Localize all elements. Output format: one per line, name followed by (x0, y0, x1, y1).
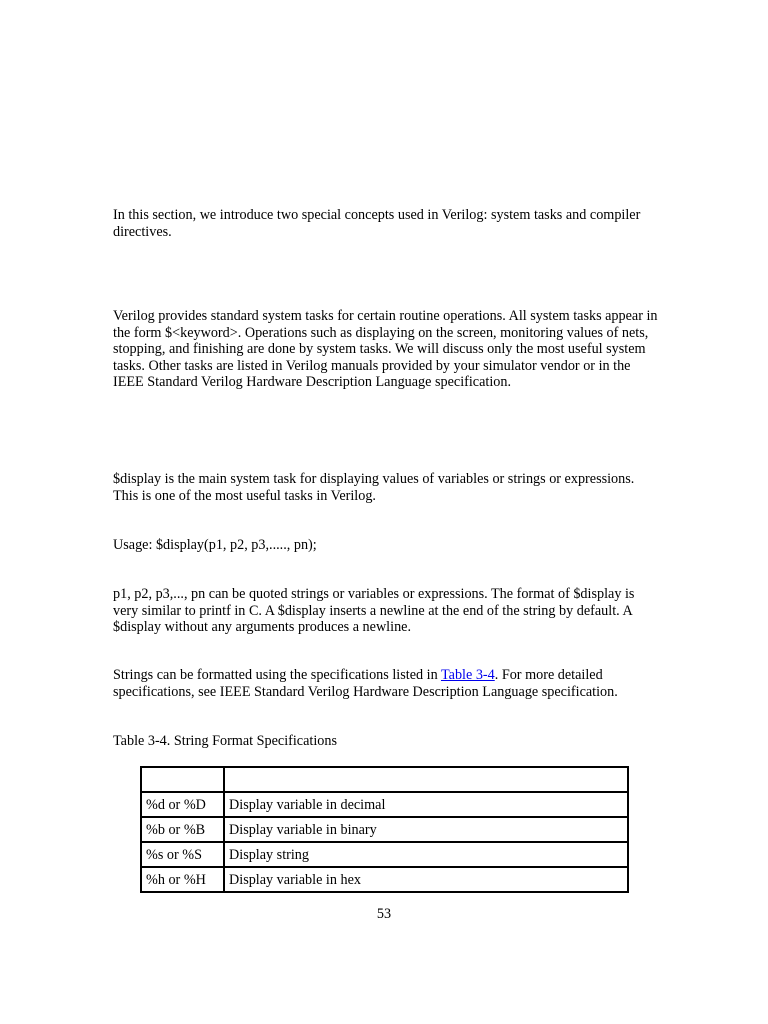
table-header-row (141, 767, 628, 792)
table-row (141, 842, 628, 867)
format-cell: %s or %S (141, 842, 224, 867)
display-task-paragraph: $display is the main system task for displaying values of variables or strings or expressions. This is one of the most useful tasks in Verilog. (113, 471, 635, 504)
table-3-4-link[interactable]: Table 3-4 (440, 667, 495, 683)
table-caption: Table 3-4. String Format Specifications (113, 733, 337, 749)
display-cell: Display variable in hex (224, 867, 628, 892)
system-tasks-paragraph: Verilog provides standard system tasks for certain routine operations. All system tasks appear in the form $<keyword>. Operations such as displaying on the screen, monitoring values of nets, stopping, and finishing are done by system tasks. We will discuss only the most useful system tasks. Other tasks are listed in Verilog manuals provided by your simulator vendor or in the IEEE Standard Verilog Hardware Description Language specification. (113, 308, 658, 390)
string-format-text-before: Strings can be formatted using the specifications listed in (113, 667, 441, 683)
display-cell: Display variable in decimal (224, 792, 628, 817)
header-cell-display (224, 767, 628, 792)
display-cell: Display string (224, 842, 628, 867)
display-cell: Display variable in binary (224, 817, 628, 842)
table-row (141, 867, 628, 892)
string-format-paragraph (113, 667, 658, 700)
format-cell: %d or %D (141, 792, 224, 817)
table-row (141, 792, 628, 817)
format-cell: %h or %H (141, 867, 224, 892)
header-cell-format (141, 767, 224, 792)
arguments-paragraph: p1, p2, p3,..., pn can be quoted strings or variables or expressions. The format of $display is very similar to printf in C. A $display inserts a newline at the end of the string by default. A $display without any arguments produces a newline. (113, 586, 635, 635)
intro-paragraph: In this section, we introduce two special concepts used in Verilog: system tasks and compiler directives. (113, 207, 641, 240)
string-format-table (140, 766, 629, 893)
format-cell: %b or %B (141, 817, 224, 842)
page-number: 53 (376, 906, 392, 922)
string-format-text-after: . For more detailed specifications, see IEEE Standard Verilog Hardware Description Language specification. (113, 667, 618, 700)
table-row (141, 817, 628, 842)
usage-line: Usage: $display(p1, p2, p3,....., pn); (113, 537, 317, 553)
